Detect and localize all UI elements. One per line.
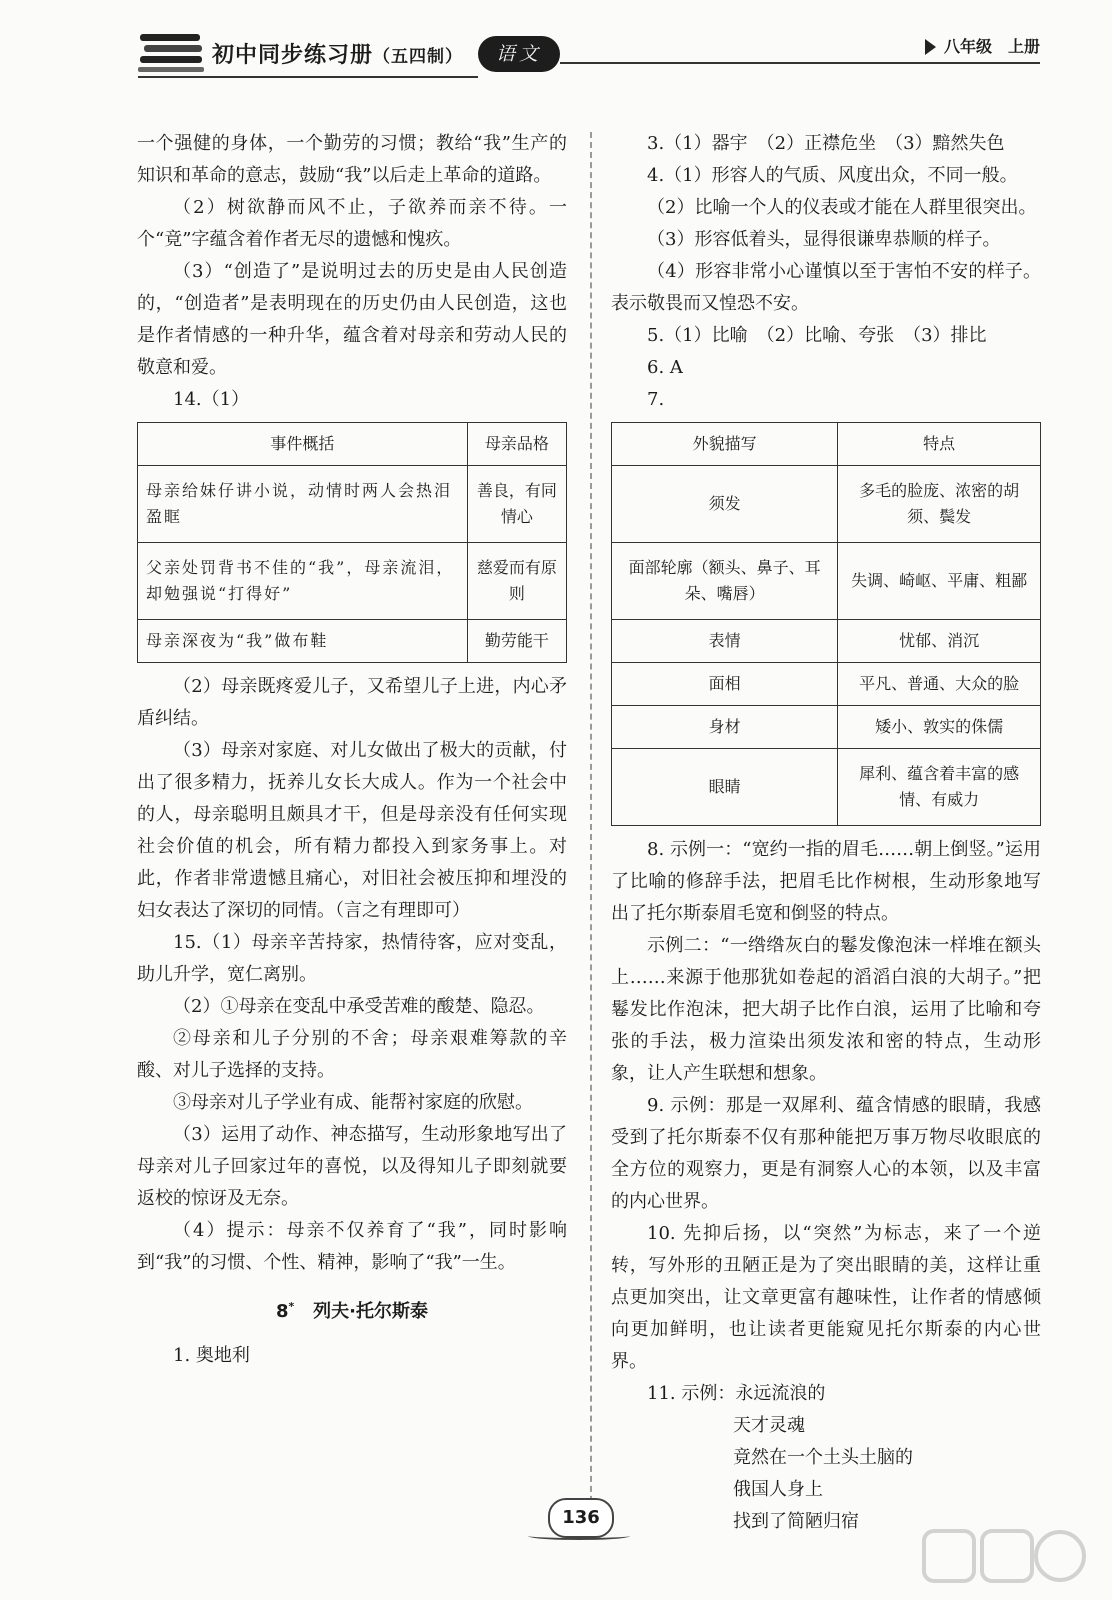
poem-line: 俄国人身上 (733, 1479, 823, 1500)
left-column (137, 128, 567, 1372)
answer-paragraph: （3）运用了动作、神态描写，生动形象地写出了母亲对儿子回家过年的喜悦，以及得知儿子即刻就要返校的惊讶及无奈。 (137, 1124, 567, 1209)
table-header-cell: 外貌描写 (612, 423, 838, 466)
table-cell: 面部轮廓（额头、鼻子、耳朵、嘴唇） (612, 543, 838, 620)
answer-paragraph: ②母亲和儿子分别的不舍；母亲艰难筹款的辛酸、对儿子选择的支持。 (137, 1028, 567, 1081)
poem-line: 找到了简陋归宿 (733, 1511, 859, 1532)
table-row (612, 663, 1041, 706)
answer-paragraph: （3）形容低着头，显得很谦卑恭顺的样子。 (647, 229, 1001, 250)
answer-paragraph: 6. A (647, 357, 683, 378)
answer-paragraph: （2）①母亲在变乱中承受苦难的酸楚、隐忍。 (173, 996, 545, 1017)
table-cell: 慈爱而有原则 (467, 543, 566, 620)
answer-paragraph: 9. 示例：那是一双犀利、蕴含情感的眼睛，我感受到了托尔斯泰不仅有那种能把万事万物尽收眼底的全方位的观察力，更是有洞察人心的本领，以及丰富的内心世界。 (611, 1095, 1041, 1212)
answer-paragraph: 3.（1）器宇 （2）正襟危坐 （3）黯然失色 (647, 133, 1005, 154)
table-cell: 眼睛 (612, 749, 838, 826)
table-cell: 面相 (612, 663, 838, 706)
answer-paragraph: （3）“创造了”是说明过去的历史是由人民创造的，“创造者”是表明现在的历史仍由人民创造，这也是作者情感的一种升华，蕴含着对母亲和劳动人民的敬意和爱。 (137, 261, 567, 378)
answer-paragraph: 5.（1）比喻 （2）比喻、夸张 （3）排比 (647, 325, 987, 346)
header-divider (560, 62, 1040, 64)
table-cell: 须发 (612, 466, 838, 543)
answer-paragraph: 示例二：“一绺绺灰白的鬈发像泡沫一样堆在额头上……来源于他那犹如卷起的滔滔白浪的大胡子。”把鬈发比作泡沫，把大胡子比作白浪，运用了比喻和夸张的手法，极力渲染出须发浓和密的特点，生动形象，让人产生联想和想象。 (611, 935, 1041, 1084)
table-row (612, 543, 1041, 620)
table-cell: 母亲给妹仔讲小说，动情时两人会热泪盈眶 (138, 466, 468, 543)
table-cell: 勤劳能干 (467, 620, 566, 663)
table-row (138, 466, 567, 543)
poem-line: 竟然在一个土头土脑的 (733, 1447, 913, 1468)
triangle-marker-icon (925, 39, 936, 55)
answer-paragraph: 4.（1）形容人的气质、风度出众，不同一般。 (647, 165, 1018, 186)
question-number: 14.（1） (173, 389, 250, 410)
subject-badge: 语文 (478, 36, 560, 72)
book-title: 初中同步练习册（五四制） (212, 42, 464, 68)
table-cell: 矮小、敦实的侏儒 (838, 706, 1041, 749)
right-column (611, 128, 1041, 1538)
table-cell: 身材 (612, 706, 838, 749)
section-title: 列夫·托尔斯泰 (313, 1301, 428, 1322)
table-cell: 父亲处罚背书不佳的“我”，母亲流泪，却勉强说“打得好” (138, 543, 468, 620)
table-row (612, 749, 1041, 826)
answer-paragraph: （3）母亲对家庭、对儿女做出了极大的贡献，付出了很多精力，抚养儿女长大成人。作为一个社会中的人，母亲聪明且颇具才干，但是母亲没有任何实现社会价值的机会，所有精力都投入到家务事上。对此，作者非常遗憾且痛心，对旧社会被压抑和埋没的妇女表达了深切的同情。（言之有理即可） (137, 740, 567, 921)
question-number: 7. (647, 389, 665, 410)
table-cell: 失调、崎岖、平庸、粗鄙 (838, 543, 1041, 620)
answer-paragraph: 10. 先抑后扬，以“突然”为标志，来了一个逆转，写外形的丑陋正是为了突出眼睛的美，这样让重点更加突出，让文章更富有趣味性，让作者的情感倾向更加鲜明，也让读者更能窥见托尔斯泰的内心世界。 (611, 1223, 1041, 1372)
page-header (0, 0, 1112, 86)
table-cell: 忧郁、消沉 (838, 620, 1041, 663)
poem-line: 天才灵魂 (733, 1415, 805, 1436)
table-row (612, 620, 1041, 663)
table-header-cell: 事件概括 (138, 423, 468, 466)
table-cell: 表情 (612, 620, 838, 663)
table-cell: 善良，有同情心 (467, 466, 566, 543)
answer-paragraph: 15.（1）母亲辛苦持家，热情待客，应对变乱，助儿升学，宽仁离别。 (137, 932, 567, 985)
grade-label: 八年级 上册 (944, 37, 1041, 56)
table-header-row (612, 423, 1041, 466)
page-number-ornament (528, 1532, 630, 1540)
appearance-table (611, 422, 1041, 826)
book-stack-logo-icon (138, 30, 206, 74)
answer-paragraph: （2）比喻一个人的仪表或才能在人群里很突出。 (647, 197, 1037, 218)
answer-paragraph: 1. 奥地利 (173, 1345, 250, 1366)
table-header-row (138, 423, 567, 466)
column-divider (590, 132, 592, 1532)
section-star: * (288, 1300, 295, 1313)
table-cell: 多毛的脸庞、浓密的胡须、鬓发 (838, 466, 1041, 543)
mother-character-table (137, 422, 567, 663)
table-cell: 平凡、普通、大众的脸 (838, 663, 1041, 706)
watermark-logo-icon (920, 1525, 1090, 1595)
table-row (612, 706, 1041, 749)
page-number: 136 (548, 1498, 614, 1538)
table-row (612, 466, 1041, 543)
answer-paragraph: （4）提示：母亲不仅养育了“我”，同时影响到“我”的习惯、个性、精神，影响了“我”一生。 (137, 1220, 567, 1273)
table-header-cell: 特点 (838, 423, 1041, 466)
section-number: 8 (276, 1301, 289, 1322)
table-header-cell: 母亲品格 (467, 423, 566, 466)
table-row (138, 543, 567, 620)
answer-paragraph: （2）母亲既疼爱儿子，又希望儿子上进，内心矛盾纠结。 (137, 676, 567, 729)
answer-paragraph: （2）树欲静而风不止，子欲养而亲不待。一个“竟”字蕴含着作者无尽的遗憾和愧疚。 (137, 197, 567, 250)
section-heading (137, 1291, 567, 1328)
table-row (138, 620, 567, 663)
book-edition: （五四制） (373, 47, 464, 67)
table-cell: 母亲深夜为“我”做布鞋 (138, 620, 468, 663)
answer-paragraph: 8. 示例一：“宽约一指的眉毛……朝上倒竖。”运用了比喻的修辞手法，把眉毛比作树根，生动形象地写出了托尔斯泰眉毛宽和倒竖的特点。 (611, 839, 1041, 924)
header-divider-left (138, 76, 478, 78)
answer-paragraph: 一个强健的身体，一个勤劳的习惯；教给“我”生产的知识和革命的意志，鼓励“我”以后走上革命的道路。 (137, 133, 567, 186)
table-cell: 犀利、蕴含着丰富的感情、有威力 (838, 749, 1041, 826)
answer-paragraph: ③母亲对儿子学业有成、能帮衬家庭的欣慰。 (173, 1092, 533, 1113)
answer-paragraph: （4）形容非常小心谨慎以至于害怕不安的样子。表示敬畏而又惶恐不安。 (611, 261, 1041, 314)
answer-paragraph: 11. 示例：永远流浪的 (647, 1383, 826, 1404)
